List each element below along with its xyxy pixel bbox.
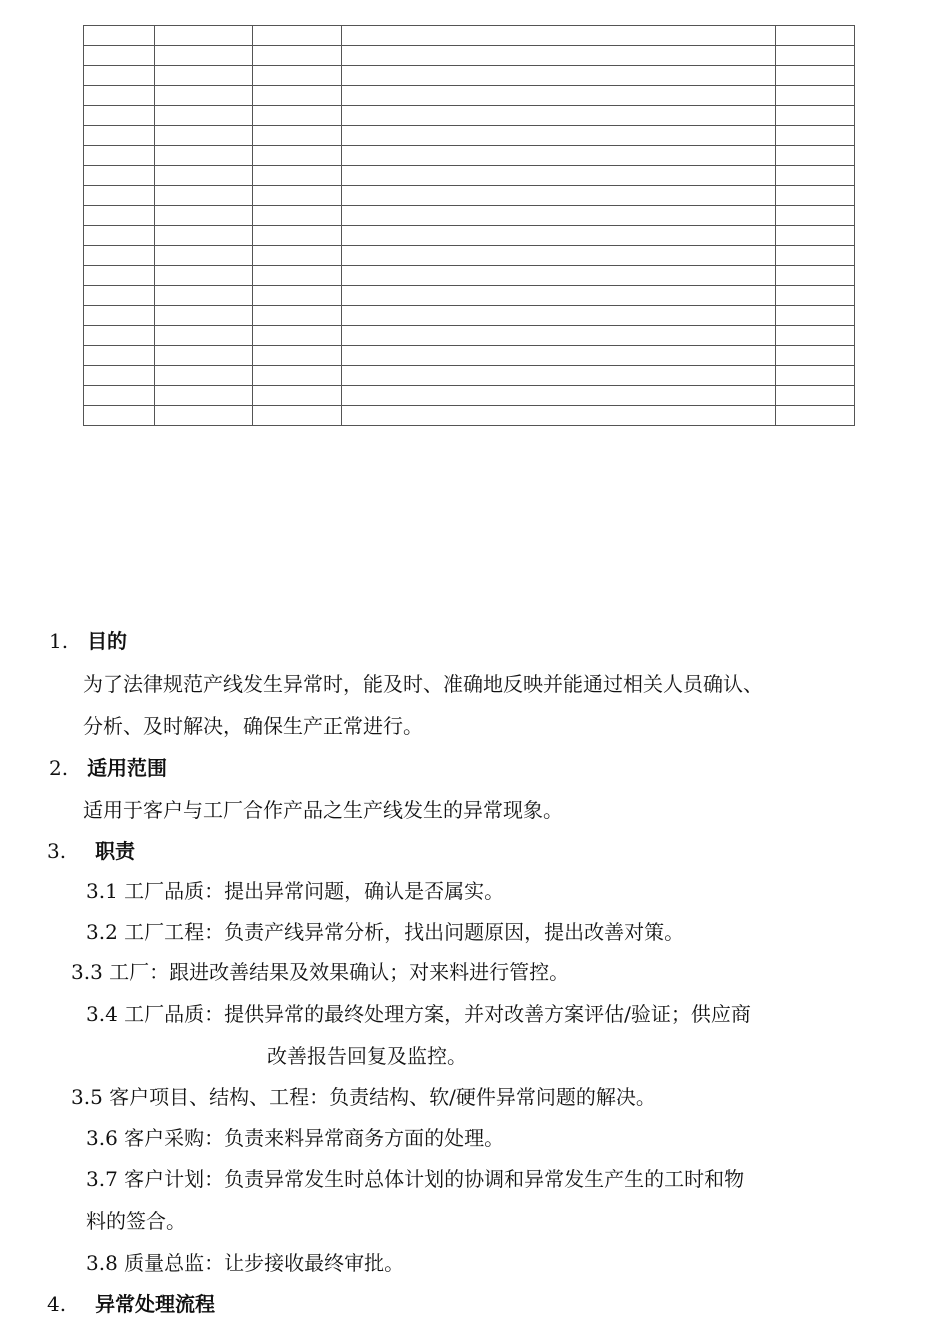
table-cell: [155, 386, 253, 406]
table-cell: [776, 206, 855, 226]
section-2-title: 适用范围: [87, 756, 168, 780]
table-cell: [776, 366, 855, 386]
table-cell: [342, 66, 776, 86]
blank-record-table: [83, 25, 855, 426]
table-cell: [84, 166, 155, 186]
section-4-title: 异常处理流程: [95, 1292, 216, 1316]
table-cell: [253, 306, 342, 326]
table-cell: [776, 166, 855, 186]
table-cell: [342, 366, 776, 386]
table-row: [84, 66, 855, 86]
table-cell: [253, 206, 342, 226]
table-cell: [342, 326, 776, 346]
section-1-heading: [49, 627, 127, 655]
table-cell: [342, 186, 776, 206]
table-cell: [155, 366, 253, 386]
section-3-item: 3.2 工厂工程：负责产线异常分析，找出问题原因，提出改善对策。: [86, 920, 685, 944]
section-3-item: 3.1 工厂品质：提出异常问题，确认是否属实。: [86, 879, 505, 903]
table-row: [84, 26, 855, 46]
table-row: [84, 346, 855, 366]
table-cell: [776, 186, 855, 206]
table-cell: [155, 306, 253, 326]
table-row: [84, 226, 855, 246]
section-1-title: 目的: [87, 629, 128, 653]
table-cell: [253, 66, 342, 86]
table-cell: [253, 86, 342, 106]
table-cell: [342, 306, 776, 326]
table-row: [84, 86, 855, 106]
section-3-title: 职责: [95, 839, 136, 863]
section-1-number: 1.: [49, 629, 69, 653]
table-row: [84, 326, 855, 346]
table-row: [84, 166, 855, 186]
section-3-item: 3.5 客户项目、结构、工程：负责结构、软/硬件异常问题的解决。: [71, 1085, 656, 1109]
section-1-text-line-1: 为了法律规范产线发生异常时，能及时、准确地反映并能通过相关人员确认、: [83, 672, 763, 696]
table-cell: [155, 106, 253, 126]
section-3-number: 3.: [47, 839, 67, 863]
section-1-text-line-2: 分析、及时解决，确保生产正常进行。: [83, 714, 423, 738]
table-cell: [84, 306, 155, 326]
table-cell: [84, 266, 155, 286]
table-cell: [253, 226, 342, 246]
table-cell: [155, 146, 253, 166]
table-cell: [342, 386, 776, 406]
table-cell: [84, 326, 155, 346]
section-3-item-continuation: 改善报告回复及监控。: [267, 1044, 467, 1068]
table-row: [84, 286, 855, 306]
table-cell: [342, 46, 776, 66]
section-2-text-line-1: 适用于客户与工厂合作产品之生产线发生的异常现象。: [83, 798, 563, 822]
table-cell: [84, 46, 155, 66]
table-cell: [253, 46, 342, 66]
table-cell: [84, 86, 155, 106]
table-cell: [342, 126, 776, 146]
table-row: [84, 206, 855, 226]
table-cell: [776, 26, 855, 46]
table-cell: [776, 126, 855, 146]
table-cell: [342, 146, 776, 166]
table-cell: [155, 286, 253, 306]
table-cell: [84, 226, 155, 246]
table-cell: [776, 406, 855, 426]
table-cell: [342, 26, 776, 46]
table-cell: [155, 206, 253, 226]
section-2-number: 2.: [49, 756, 69, 780]
table-cell: [776, 146, 855, 166]
table-cell: [253, 326, 342, 346]
table-cell: [84, 406, 155, 426]
table-cell: [253, 246, 342, 266]
table-cell: [253, 266, 342, 286]
table-cell: [776, 306, 855, 326]
table-cell: [253, 26, 342, 46]
table-cell: [253, 366, 342, 386]
section-3-item-continuation: 料的签合。: [86, 1209, 186, 1233]
table-cell: [155, 26, 253, 46]
section-4-number: 4.: [47, 1292, 67, 1316]
table-cell: [155, 406, 253, 426]
table-cell: [776, 46, 855, 66]
table-cell: [776, 346, 855, 366]
table-cell: [155, 226, 253, 246]
table-cell: [342, 106, 776, 126]
table-cell: [342, 166, 776, 186]
table-cell: [253, 286, 342, 306]
table-row: [84, 386, 855, 406]
table-cell: [776, 326, 855, 346]
section-3-item: 3.8 质量总监：让步接收最终审批。: [86, 1251, 405, 1275]
table-row: [84, 246, 855, 266]
table-cell: [84, 186, 155, 206]
table-cell: [253, 346, 342, 366]
table-cell: [776, 226, 855, 246]
table-cell: [342, 346, 776, 366]
table-cell: [776, 66, 855, 86]
table-row: [84, 306, 855, 326]
table-cell: [155, 326, 253, 346]
table-cell: [155, 166, 253, 186]
section-3-heading: [47, 837, 135, 865]
section-3-item: 3.7 客户计划：负责异常发生时总体计划的协调和异常发生产生的工时和物: [86, 1167, 745, 1191]
table-cell: [253, 146, 342, 166]
section-3-item: 3.4 工厂品质：提供异常的最终处理方案，并对改善方案评估/验证；供应商: [86, 1002, 751, 1026]
section-3-item: 3.3 工厂：跟进改善结果及效果确认；对来料进行管控。: [71, 960, 570, 984]
section-2-heading: [49, 754, 167, 782]
table-cell: [155, 266, 253, 286]
table-cell: [342, 286, 776, 306]
table-cell: [776, 286, 855, 306]
table-cell: [776, 246, 855, 266]
table-cell: [155, 46, 253, 66]
table-cell: [84, 286, 155, 306]
table-cell: [776, 266, 855, 286]
table-cell: [342, 406, 776, 426]
table-row: [84, 146, 855, 166]
table-cell: [253, 386, 342, 406]
table-cell: [155, 126, 253, 146]
table-cell: [776, 86, 855, 106]
table-row: [84, 186, 855, 206]
table-cell: [84, 146, 155, 166]
table-row: [84, 406, 855, 426]
table-cell: [253, 186, 342, 206]
table-cell: [84, 206, 155, 226]
table-cell: [84, 386, 155, 406]
table-cell: [155, 66, 253, 86]
table-cell: [84, 66, 155, 86]
table-cell: [84, 346, 155, 366]
table-cell: [342, 266, 776, 286]
table-cell: [84, 366, 155, 386]
table-cell: [776, 106, 855, 126]
table-row: [84, 106, 855, 126]
table-cell: [84, 26, 155, 46]
table-row: [84, 126, 855, 146]
table-cell: [155, 186, 253, 206]
table-cell: [253, 166, 342, 186]
table-cell: [342, 86, 776, 106]
table-row: [84, 266, 855, 286]
table-cell: [84, 106, 155, 126]
table-row: [84, 46, 855, 66]
table-cell: [342, 226, 776, 246]
table-cell: [84, 126, 155, 146]
table-cell: [155, 346, 253, 366]
section-3-item: 3.6 客户采购：负责来料异常商务方面的处理。: [86, 1126, 505, 1150]
table-cell: [342, 206, 776, 226]
table-cell: [776, 386, 855, 406]
table-cell: [84, 246, 155, 266]
table-cell: [253, 126, 342, 146]
table-cell: [253, 106, 342, 126]
table-row: [84, 366, 855, 386]
table-cell: [155, 86, 253, 106]
table-cell: [253, 406, 342, 426]
table-cell: [155, 246, 253, 266]
section-4-heading: [47, 1290, 215, 1318]
table-cell: [342, 246, 776, 266]
